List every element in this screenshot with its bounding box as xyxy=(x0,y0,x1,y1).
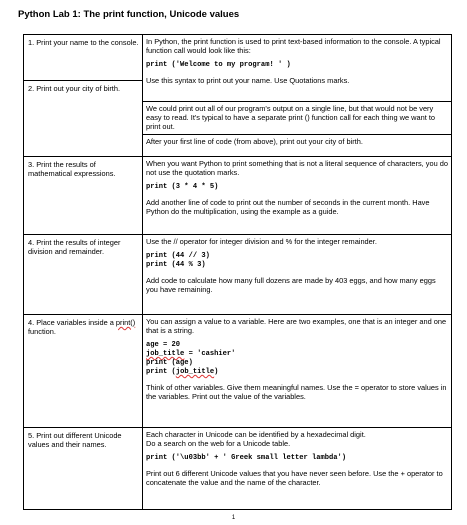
code-line: print (44 % 3) xyxy=(146,261,206,269)
instruction-intro: In Python, the print function is used to print text-based information to the console. A typical function call would look like this: xyxy=(146,37,441,55)
code-line: print (age) xyxy=(146,359,193,367)
code-line: print (3 * 4 * 5) xyxy=(146,183,219,191)
instruction-intro: We could print out all of our program's output on a single line, but that would not be very easy to read. It's typical to have a separate print () function call for each thing we want to print out. xyxy=(146,104,435,131)
task-text: 4. Print the results of integer division and remainder. xyxy=(28,238,121,256)
instruction-tail: Add code to calculate how many full dozens are made by 403 eggs, and how many eggs you have remaining. xyxy=(146,276,436,294)
instruction-cell xyxy=(143,157,452,235)
task-text: 4. Place variables inside a print() function. xyxy=(28,318,136,336)
instruction-intro: You can assign a value to a variable. Here are two examples, one that is an integer and one that is a string. xyxy=(146,317,447,335)
instruction-cell xyxy=(143,315,452,428)
task-cell xyxy=(24,315,143,428)
task-cell xyxy=(24,428,143,510)
instruction-intro: Use the // operator for integer division and % for the integer remainder. xyxy=(146,237,377,246)
instruction-cell xyxy=(143,428,452,510)
page-title: Python Lab 1: The print function, Unicode values xyxy=(18,9,240,20)
code-line: job_title = 'cashier' xyxy=(146,350,236,358)
page-number: 1 xyxy=(231,515,236,521)
task-text: 1. Print your name to the console. xyxy=(28,38,139,47)
code-line: print (job_title) xyxy=(146,368,219,376)
instruction-tail: After your first line of code (from above), print out your city of birth. xyxy=(146,137,363,146)
task-text: 3. Print the results of mathematical expressions. xyxy=(28,160,116,178)
task-cell xyxy=(24,157,143,235)
code-line: age = 20 xyxy=(146,341,181,349)
instruction-tail: Use this syntax to print out your name. Use Quotations marks. xyxy=(146,76,350,85)
instruction-intro: Each character in Unicode can be identified by a hexadecimal digit. Do a search on the web for a Unicode table. xyxy=(146,430,366,448)
task-text: 2. Print out your city of birth. xyxy=(24,80,142,93)
instruction-cell xyxy=(143,235,452,315)
task-text: 5. Print out different Unicode values and their names. xyxy=(28,431,122,449)
lab-table xyxy=(23,34,452,510)
instruction-cell xyxy=(143,35,452,157)
table-row xyxy=(24,428,452,510)
task-cell xyxy=(24,235,143,315)
code-line: print (44 // 3) xyxy=(146,252,210,260)
code-line: print ('\u03bb' + ' Greek small letter lambda') xyxy=(146,454,347,462)
table-row xyxy=(24,35,452,157)
instruction-tail: Print out 6 different Unicode values that you have never seen before. Use the + operator to concatenate the value and the name of the character. xyxy=(146,469,443,487)
code-line: print ('Welcome to my program! ' ) xyxy=(146,61,291,69)
task-cell xyxy=(24,35,143,157)
instruction-intro: When you want Python to print something that is not a literal sequence of characters, you do not use the quotation marks. xyxy=(146,159,448,177)
table-row xyxy=(24,315,452,428)
instruction-tail: Add another line of code to print out the number of seconds in the current month. Have Python do the multiplication, using the example as a guide. xyxy=(146,198,430,216)
table-row xyxy=(24,157,452,235)
instruction-tail: Think of other variables. Give them meaningful names. Use the = operator to store values in the variables. Print out the value of the variables. xyxy=(146,383,447,401)
table-row xyxy=(24,235,452,315)
